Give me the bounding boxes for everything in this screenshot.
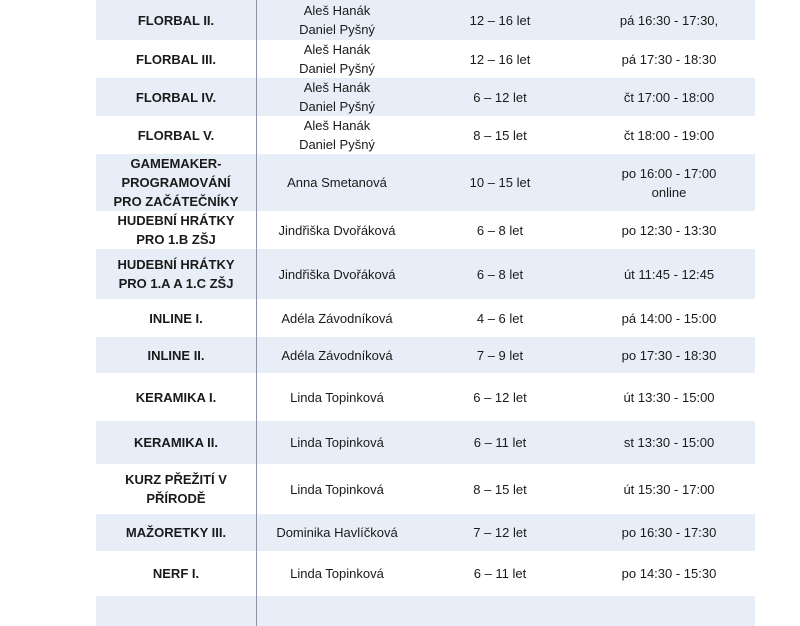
course-name-cell-line: INLINE I. — [149, 310, 203, 326]
course-name-cell — [96, 154, 257, 211]
teacher-cell-line: Adéla Závodníková — [281, 310, 393, 326]
teacher-cell-line: Jindřiška Dvořáková — [278, 222, 396, 238]
table-row — [96, 154, 755, 211]
table-row — [96, 116, 755, 154]
time-cell-line: po 12:30 - 13:30 — [621, 222, 717, 238]
time-cell — [583, 299, 755, 337]
course-name-cell — [96, 337, 257, 373]
teacher-cell — [257, 116, 418, 154]
time-cell — [583, 249, 755, 299]
teacher-cell-line: Anna Smetanová — [287, 175, 387, 190]
age-cell — [417, 596, 583, 626]
teacher-cell-line: Aleš Hanák — [303, 80, 371, 95]
course-name-cell — [96, 464, 257, 514]
time-cell — [583, 514, 755, 551]
time-cell — [583, 337, 755, 373]
teacher-cell — [257, 373, 418, 421]
table-row — [96, 337, 755, 373]
course-name-cell-line: KURZ PŘEŽITÍ V — [125, 472, 227, 487]
table-row — [96, 421, 755, 464]
teacher-cell — [257, 211, 418, 249]
time-cell — [583, 154, 755, 211]
course-name-cell — [96, 514, 257, 551]
teacher-cell-line: Daniel Pyšný — [299, 99, 375, 114]
table-row — [96, 464, 755, 514]
course-name-cell — [96, 116, 257, 154]
course-schedule-table — [96, 0, 755, 626]
teacher-cell — [257, 514, 418, 551]
age-cell: 6 – 12 let — [417, 78, 583, 116]
teacher-cell-line: Adéla Závodníková — [281, 347, 393, 363]
course-name-cell — [96, 596, 257, 626]
course-name-cell-line: PRO 1.A A 1.C ZŠJ — [118, 276, 234, 291]
table-row — [96, 249, 755, 299]
course-name-cell-line: KERAMIKA I. — [135, 389, 217, 405]
age-cell: 7 – 12 let — [417, 514, 583, 551]
age-cell: 6 – 8 let — [417, 249, 583, 299]
teacher-cell — [257, 596, 418, 626]
course-name-cell-line: KERAMIKA II. — [133, 435, 219, 450]
time-cell — [583, 211, 755, 249]
age-cell: 8 – 15 let — [417, 464, 583, 514]
teacher-cell — [257, 464, 418, 514]
time-cell-line: po 16:30 - 17:30 — [621, 525, 717, 540]
course-name-cell — [96, 299, 257, 337]
course-name-cell — [96, 40, 257, 78]
time-cell — [583, 464, 755, 514]
teacher-cell-line: Jindřiška Dvořáková — [278, 266, 396, 282]
time-cell-line: út 13:30 - 15:00 — [623, 389, 715, 405]
age-cell: 7 – 9 let — [417, 337, 583, 373]
age-cell: 12 – 16 let — [417, 40, 583, 78]
age-cell: 4 – 6 let — [417, 299, 583, 337]
teacher-cell — [257, 0, 418, 40]
course-name-cell-line: MAŽORETKY III. — [125, 525, 227, 540]
teacher-cell — [257, 40, 418, 78]
time-cell — [583, 551, 755, 596]
teacher-cell — [257, 78, 418, 116]
time-cell-line: čt 17:00 - 18:00 — [623, 89, 715, 105]
table-row — [96, 78, 755, 116]
time-cell-line: út 11:45 - 12:45 — [623, 266, 715, 282]
teacher-cell-line: Daniel Pyšný — [299, 22, 375, 37]
table-row — [96, 211, 755, 249]
teacher-cell — [257, 299, 418, 337]
teacher-cell-line: Linda Topinková — [290, 435, 384, 450]
teacher-cell — [257, 337, 418, 373]
table-row — [96, 299, 755, 337]
course-name-cell — [96, 211, 257, 249]
course-name-cell-line: PROGRAMOVÁNÍ — [121, 175, 231, 190]
time-cell — [583, 78, 755, 116]
course-name-cell-line: HUDEBNÍ HRÁTKY — [117, 257, 235, 272]
course-name-cell-line: FLORBAL II. — [137, 12, 215, 28]
teacher-cell — [257, 154, 418, 211]
time-cell-line: pá 17:30 - 18:30 — [621, 51, 717, 67]
teacher-cell-line: Linda Topinková — [290, 566, 384, 581]
age-cell: 6 – 11 let — [417, 551, 583, 596]
time-cell — [583, 40, 755, 78]
time-cell — [583, 116, 755, 154]
teacher-cell-line: Aleš Hanák — [303, 3, 371, 18]
table-row — [96, 373, 755, 421]
course-name-cell-line: PRO 1.B ZŠJ — [136, 232, 216, 247]
course-name-cell-line: PŘÍRODĚ — [146, 491, 206, 506]
course-name-cell-line: FLORBAL III. — [136, 51, 216, 67]
table-row — [96, 40, 755, 78]
table-row — [96, 514, 755, 551]
table-row — [96, 551, 755, 596]
teacher-cell-line: Linda Topinková — [290, 389, 384, 405]
time-cell-line: út 15:30 - 17:00 — [623, 481, 715, 497]
course-name-cell-line: GAMEMAKER- — [130, 156, 222, 171]
teacher-cell-line: Dominika Havlíčková — [276, 525, 398, 540]
age-cell: 12 – 16 let — [417, 0, 583, 40]
course-name-cell-line: INLINE II. — [147, 347, 205, 363]
time-cell-line: pá 16:30 - 17:30, — [619, 12, 719, 28]
teacher-cell — [257, 249, 418, 299]
time-cell-line: po 16:00 - 17:00 — [621, 165, 717, 181]
course-name-cell — [96, 373, 257, 421]
age-cell: 8 – 15 let — [417, 116, 583, 154]
course-name-cell — [96, 551, 257, 596]
time-cell-line: po 14:30 - 15:30 — [621, 566, 717, 581]
course-name-cell — [96, 421, 257, 464]
schedule-body — [96, 0, 755, 626]
course-name-cell-line: NERF I. — [152, 566, 200, 581]
teacher-cell — [257, 421, 418, 464]
table-row — [96, 596, 755, 626]
course-name-cell-line: FLORBAL V. — [137, 127, 215, 143]
time-cell — [583, 421, 755, 464]
teacher-cell-line: Daniel Pyšný — [299, 61, 375, 76]
age-cell: 6 – 8 let — [417, 211, 583, 249]
time-cell-line: st 13:30 - 15:00 — [623, 435, 715, 450]
age-cell: 6 – 11 let — [417, 421, 583, 464]
teacher-cell-line: Daniel Pyšný — [299, 137, 375, 152]
course-name-cell-line: FLORBAL IV. — [135, 89, 217, 105]
teacher-cell — [257, 551, 418, 596]
time-cell-line: online — [651, 184, 687, 200]
age-cell: 6 – 12 let — [417, 373, 583, 421]
course-name-cell — [96, 0, 257, 40]
teacher-cell-line: Aleš Hanák — [303, 118, 371, 133]
teacher-cell-line: Linda Topinková — [290, 481, 384, 497]
course-name-cell — [96, 78, 257, 116]
table-row — [96, 0, 755, 40]
course-name-cell-line: PRO ZAČÁTEČNÍKY — [113, 194, 239, 209]
age-cell: 10 – 15 let — [417, 154, 583, 211]
time-cell-line: čt 18:00 - 19:00 — [623, 127, 715, 143]
time-cell — [583, 373, 755, 421]
time-cell — [583, 596, 755, 626]
time-cell-line: po 17:30 - 18:30 — [621, 347, 717, 363]
time-cell-line: pá 14:00 - 15:00 — [621, 310, 717, 326]
course-name-cell — [96, 249, 257, 299]
time-cell — [583, 0, 755, 40]
course-name-cell-line: HUDEBNÍ HRÁTKY — [117, 213, 235, 228]
teacher-cell-line: Aleš Hanák — [303, 42, 371, 57]
